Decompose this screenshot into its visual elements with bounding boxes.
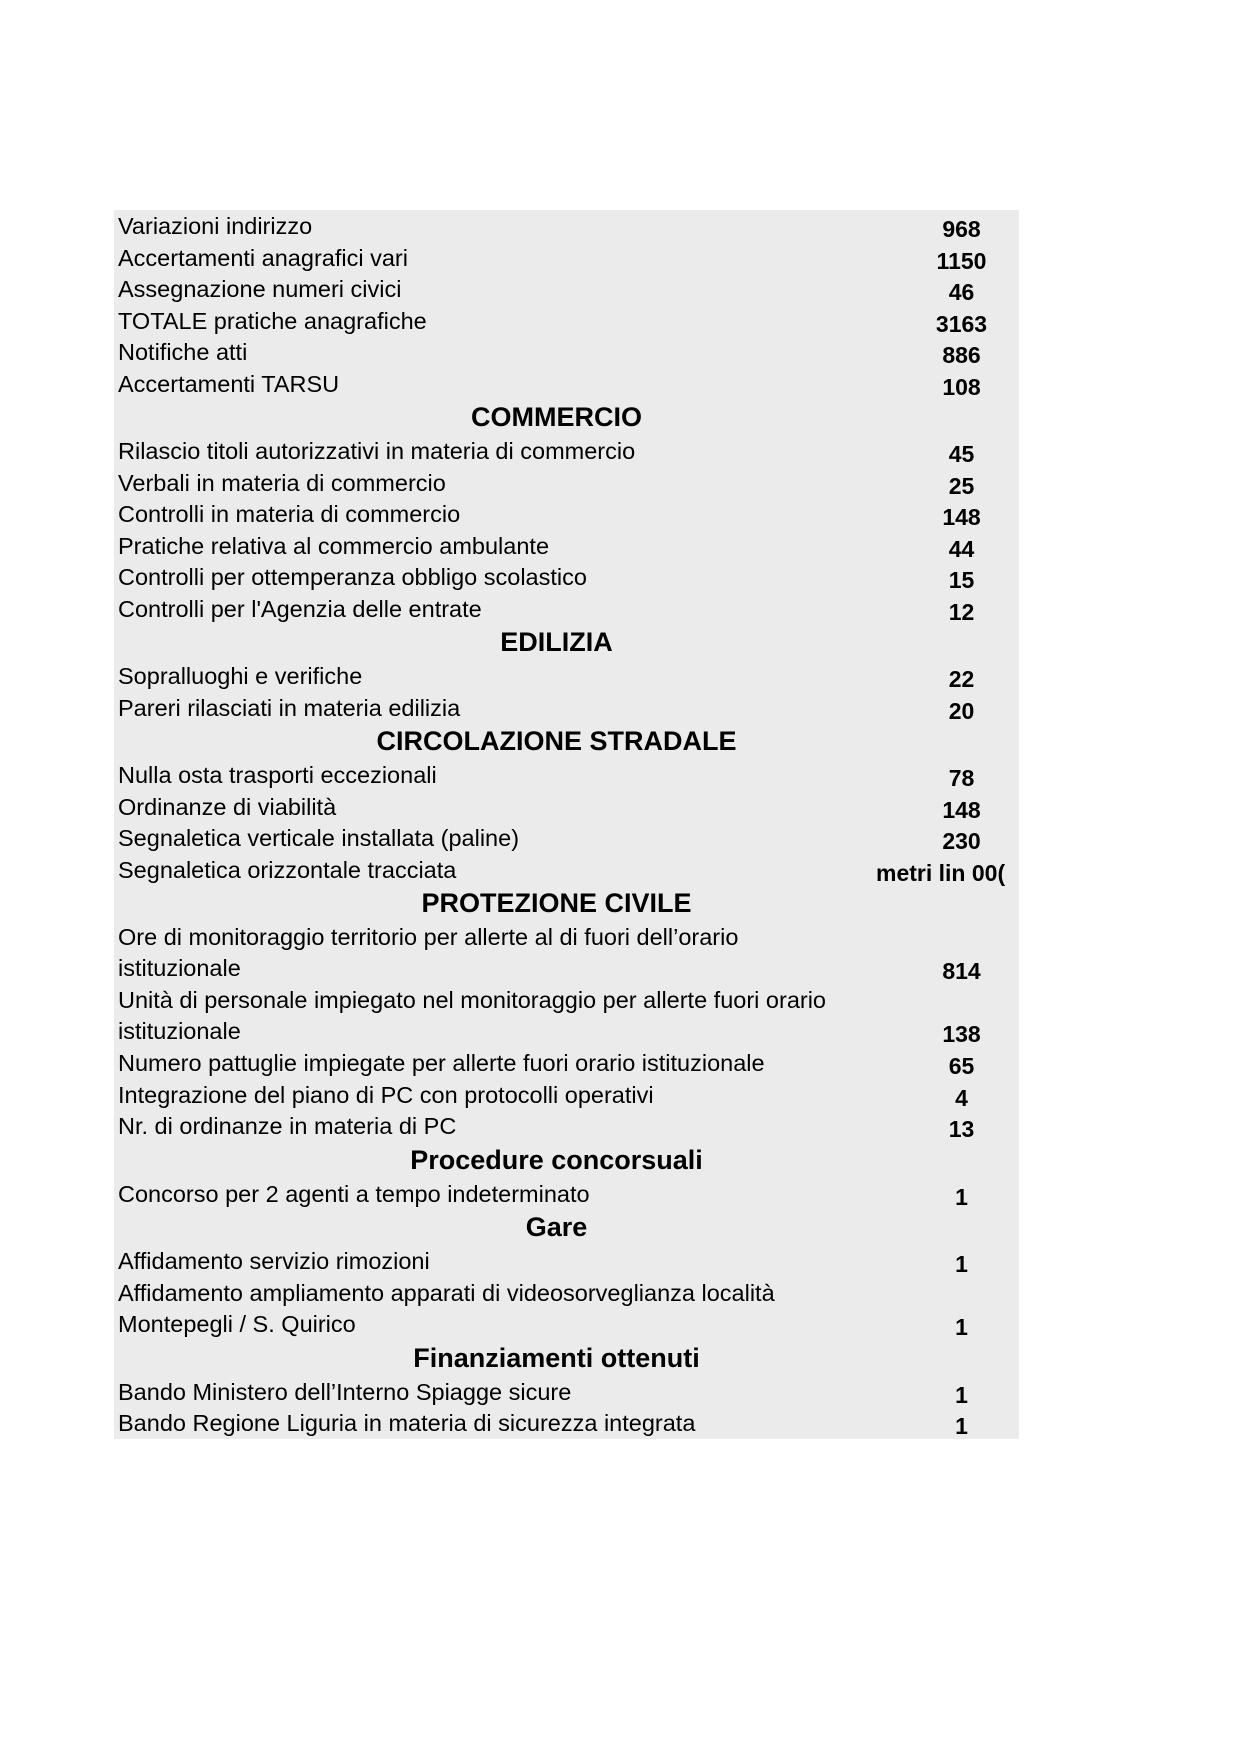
table-row xyxy=(114,1079,1019,1111)
row-value: )00 metri lin xyxy=(876,859,1006,886)
row-value: 12 xyxy=(948,598,975,625)
table-row xyxy=(114,467,1019,499)
row-value: 65 xyxy=(948,1053,975,1079)
row-value: 1 xyxy=(955,1251,968,1277)
activity-table xyxy=(114,210,1019,1439)
row-label: Controlli per l'Agenzia delle entrate xyxy=(118,595,482,622)
table-row xyxy=(114,1277,1019,1340)
table-row xyxy=(114,498,1019,530)
row-label: Assegnazione numeri civici xyxy=(118,276,402,302)
row-value: 814 xyxy=(942,958,981,984)
table-row xyxy=(114,822,1019,854)
row-value: 44 xyxy=(948,535,975,562)
table-row xyxy=(114,305,1019,337)
row-value: 4 xyxy=(955,1084,968,1111)
section-heading: COMMERCIO xyxy=(471,402,642,432)
table-row xyxy=(114,336,1019,368)
section-heading: Finanziamenti ottenuti xyxy=(413,1342,700,1373)
row-label: Controlli per ottemperanza obbligo scolastico xyxy=(118,564,587,590)
table-row xyxy=(114,1376,1019,1408)
row-value: 1150 xyxy=(936,247,987,274)
row-value: 22 xyxy=(948,666,975,692)
row-label: Pratiche relativa al commercio ambulante xyxy=(118,532,550,559)
section-heading: Procedure concorsuali xyxy=(410,1144,703,1175)
row-label: Numero pattuglie impiegate per allerte fuori orario istituzionale xyxy=(118,1050,765,1076)
row-label: Verbali in materia di commercio xyxy=(118,469,446,496)
section-heading: Gare xyxy=(525,1212,588,1242)
table-row xyxy=(114,530,1019,562)
section-heading: CIRCOLAZIONE STRADALE xyxy=(376,726,737,756)
row-label: Accertamenti TARSU xyxy=(118,370,340,397)
table-row xyxy=(114,921,1019,984)
section-heading-row xyxy=(114,1209,1019,1245)
table-row xyxy=(114,1178,1019,1210)
row-label: Rilascio titoli autorizzativi in materia di commercio xyxy=(118,438,636,464)
row-value: 46 xyxy=(948,279,975,305)
row-label: TOTALE pratiche anagrafiche xyxy=(118,307,427,334)
row-label: Segnaletica orizzontale tracciata xyxy=(118,856,457,883)
row-value: 108 xyxy=(942,373,981,400)
row-label: Nr. di ordinanze in materia di PC xyxy=(118,1113,457,1139)
row-label: Bando Ministero dell’Interno Spiagge sicure xyxy=(118,1378,572,1405)
section-heading-row xyxy=(114,723,1019,759)
table-row xyxy=(114,593,1019,625)
row-value: 25 xyxy=(948,472,975,499)
table-row xyxy=(114,1245,1019,1277)
table-row xyxy=(114,1110,1019,1142)
row-value: 45 xyxy=(948,441,975,467)
row-value: 148 xyxy=(942,504,981,530)
row-value: 20 xyxy=(948,697,975,724)
row-label: Affidamento servizio rimozioni xyxy=(118,1248,430,1274)
table-row xyxy=(114,1407,1019,1439)
table-row xyxy=(114,854,1019,886)
row-label: Concorso per 2 agenti a tempo indeterminato xyxy=(118,1180,590,1207)
row-value: 230 xyxy=(942,828,981,854)
row-value: 78 xyxy=(948,765,975,791)
section-heading-row xyxy=(114,1340,1019,1376)
row-label: Variazioni indirizzo xyxy=(118,213,313,239)
row-label: Accertamenti anagrafici vari xyxy=(118,244,408,271)
row-label: Integrazione del piano di PC con protocolli operativi xyxy=(118,1081,654,1108)
row-label: Ordinanze di viabilità xyxy=(118,793,337,820)
row-label: Nulla osta trasporti eccezionali xyxy=(118,762,437,788)
row-value: 1 xyxy=(955,1313,968,1340)
table-row xyxy=(114,984,1019,1047)
row-value: 148 xyxy=(942,796,981,823)
table-row xyxy=(114,273,1019,305)
section-heading: EDILIZIA xyxy=(500,627,613,657)
row-value: 138 xyxy=(942,1021,981,1047)
table-row xyxy=(114,759,1019,791)
row-label: Bando Regione Liguria in materia di sicurezza integrata xyxy=(118,1410,696,1436)
row-label: Controlli in materia di commercio xyxy=(118,501,461,527)
section-heading-row xyxy=(114,399,1019,435)
row-label: Unità di personale impiegato nel monitoraggio per allerte fuori orario istituzionale xyxy=(118,987,827,1044)
table-row xyxy=(114,660,1019,692)
table-row xyxy=(114,692,1019,724)
row-value: 3163 xyxy=(935,310,988,337)
row-value: 1 xyxy=(955,1381,968,1408)
row-value: 968 xyxy=(942,216,981,242)
table-row xyxy=(114,561,1019,593)
table-row xyxy=(114,368,1019,400)
row-value: 13 xyxy=(948,1116,975,1142)
row-label: Segnaletica verticale installata (paline) xyxy=(118,825,520,851)
section-heading-row xyxy=(114,1142,1019,1178)
row-label: Sopralluoghi e verifiche xyxy=(118,663,363,689)
row-value: 15 xyxy=(948,567,975,593)
row-label: Affidamento ampliamento apparati di videosorveglianza località Montepegli / S. Quirico xyxy=(118,1279,775,1337)
section-heading-row xyxy=(114,885,1019,921)
row-value: 886 xyxy=(942,342,981,368)
row-label: Notifiche atti xyxy=(118,339,248,365)
section-heading-row xyxy=(114,624,1019,660)
table-row xyxy=(114,210,1019,242)
section-heading: PROTEZIONE CIVILE xyxy=(421,888,692,918)
table-row xyxy=(114,791,1019,823)
table-row xyxy=(114,242,1019,274)
table-row xyxy=(114,435,1019,467)
row-label: Ore di monitoraggio territorio per allerte al di fuori dell’orario istituzionale xyxy=(118,924,739,981)
row-label: Pareri rilasciati in materia edilizia xyxy=(118,694,461,721)
table-row xyxy=(114,1047,1019,1079)
row-value: 1 xyxy=(955,1183,968,1210)
row-value: 1 xyxy=(955,1413,968,1439)
